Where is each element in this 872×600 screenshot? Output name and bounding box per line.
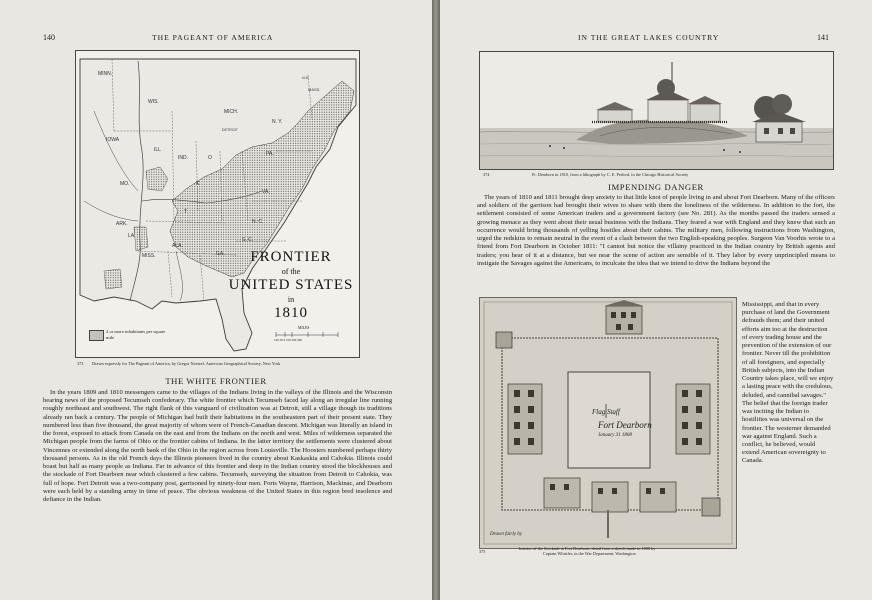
fort-lithograph	[479, 51, 834, 170]
map-label-ga: GA.	[216, 251, 225, 257]
map-title-line5: 1810	[274, 305, 308, 321]
map-label-ill: ILL	[154, 147, 161, 153]
map-label-va: VA.	[262, 189, 270, 195]
map-label-la: LA.	[128, 233, 136, 239]
fig2-caption-line1: Interior of the Stockade at Fort Dearborn, detail from a sketch made in 1808 by	[519, 546, 656, 551]
map-label-miss: MISS.	[142, 253, 156, 259]
frontier-map	[75, 50, 360, 358]
map-label-ind: IND.	[178, 155, 188, 161]
body-text	[43, 389, 392, 504]
map-label-nc: N. C.	[252, 219, 264, 225]
fig2-number: 375	[479, 549, 486, 554]
sketch-label-fort: Fort Dearborn	[598, 420, 652, 430]
map-title-line1: FRONTIER	[250, 249, 332, 265]
map-label-ny: N. Y.	[272, 119, 283, 125]
map-label-tenn: T	[184, 209, 188, 215]
sketch-label-date: January 31 1808	[598, 433, 632, 438]
map-label-ky: K	[196, 181, 200, 187]
fig1-caption: Ft. Dearborn in 1810, from a lithograph by C. E. Petford, in the Chicago Historical Society	[532, 172, 689, 177]
map-label-nh: N.H.	[302, 76, 310, 80]
stockade-sketch	[479, 297, 737, 549]
map-label-iowa: IOWA	[106, 137, 120, 143]
sketch-signature: Drawn fairly by	[490, 532, 522, 537]
map-label-wis: WIS.	[148, 99, 159, 105]
body-paragraph: In the years 1809 and 1810 messengers came to the villages of the Indians living in the valleys of the Illinois and the Wisconsin bearing news of the proposed Tecumseh confederacy. The white frontier which Tecumseh faced lay along an irregular line running roughly northeast and southwest. The right flank of this vanguard of civilization was at Detroit, still a village though its traditions already ran back a century. The people of Michigan had built their habitations in the southeastern part of their present state. They numbered less than five thousand, the great majority of whom were of French-Canadian descent. Michigan was literally an island in the forest, exposed to attack from Canada on the east and from the Indians on the north and west. Miles of wilderness separated the Michigan people from the farms of Ohio or the frontier cabins of Indiana. In the latter territory the settlements were clustered about Vincennes or extended along the north bank of the Ohio in the region across from Louisville. The Hoosiers numbered perhaps thirty thousand persons. As in the old French days the Illinois pioneers lived in the country about Kaskaskia and Cahokia. Illinois could boast but half as many people as Indiana. Far in advance of this frontier and deep in the Indian country stood the blockhouses and the stockade of Fort Dearborn near which clustered a few cabins. Tecumseh, surveying the situation from Detroit to Cahokia, was full of hope. Fort Detroit was a two-company post, garrisoned by ninety-four men. Forts Wayne, Harrison, Mackinac, and Dearborn were each held by a standing army in time of peace. The obvious weakness of the United States in this region bred insolence and defiance in the Indian.	[43, 389, 392, 504]
fig2-caption-line2: Captain Whistler, in the War Department, Washington	[543, 551, 636, 556]
legend-text: 2 or more inhabitants per square mile	[106, 329, 166, 340]
map-label-detroit: DETROIT	[222, 128, 238, 132]
page-number: 141	[817, 33, 829, 42]
map-label-oh: O	[208, 155, 212, 161]
map-label-mo: MO.	[120, 181, 130, 187]
map-title	[226, 249, 356, 322]
map-title-line2: of the	[281, 267, 301, 276]
section-heading: IMPENDING DANGER	[608, 182, 704, 192]
body-paragraph-top: The years of 1810 and 1811 brought deep anxiety to that little knot of people living in and about Fort Dearborn. Many of the officers and soldiers of the garrison had brought their wives to share with them the loneliness of the wilderness. In addition to the fort, the settlement consisted of some American traders and a government factory (see No. 281). As the months passed the traders sensed a growing menace as they went about their usual business with the Indians. They feared a war with England and they knew that such an occurrence would bring thousands of yelling hostiles about their cabins. The military men, following instructions from Washington, urged the redskins to remain neutral in the event of a clash between the two English-speaking peoples. Surgeon Van Voorhis wrote to a friend from Fort Dearborn in October 1811: "I cannot but notice the villainy practiced in the Indian country by British agents and traders; you hear of it at a distance, but we near the scene of action are sensible of it. They labor by every unprincipled means to instigate the Savages against the Americans, to inculcate the idea that we intend to drive the Indians beyond the	[477, 194, 835, 267]
map-title-line3: UNITED STATES	[228, 277, 354, 293]
map-title-line4: in	[287, 295, 295, 304]
body-text-side	[742, 301, 834, 466]
map-label-sc: S. C.	[242, 237, 254, 243]
page-number: 140	[43, 33, 55, 42]
lithograph-drawing	[480, 52, 833, 169]
sketch-label-flagstaff: Flag Staff	[592, 408, 620, 416]
right-page	[440, 0, 872, 600]
scale-values: 100 50 0 100 200 300	[274, 338, 302, 342]
map-label-ark: ARK.	[116, 221, 128, 227]
body-paragraph-side: Mississippi, and that in every purchase of land the Government defrauds them; and their united efforts aim too at the destruction of every trading house and the prevention of the extension of our frontier. Never till the prohibition of all foreigners, and especially British subjects, into the Indian Country takes place, will we enjoy a lasting peace with the credulous, deluded, and cannibal savages." The belief that the foreign trader was inciting the Indian to hostilities was universal on the frontier. The westerner demanded war against England. Such a conflict, he believed, would extend American sovereignty to Canada.	[742, 301, 834, 465]
map-caption: Drawn expressly for The Pageant of America, by Gregor Noetzel, American Geographical Society, New York	[92, 361, 281, 366]
map-label-mich: MICH.	[224, 109, 239, 115]
map-fig-number: 373	[77, 361, 84, 366]
legend-swatch	[89, 330, 104, 341]
map-label-minn: MINN.	[98, 71, 113, 77]
running-head: IN THE GREAT LAKES COUNTRY	[578, 33, 720, 42]
left-page	[0, 0, 432, 600]
running-head: THE PAGEANT OF AMERICA	[152, 33, 274, 42]
map-label-mass: MASS.	[308, 87, 321, 92]
scale-label: MILES	[298, 326, 310, 330]
section-heading: THE WHITE FRONTIER	[165, 376, 267, 386]
map-label-ala: ALA.	[172, 243, 183, 249]
body-text-top	[477, 194, 835, 268]
fig1-number: 374	[483, 172, 490, 177]
map-label-pa: PA.	[266, 151, 274, 157]
book-gutter	[432, 0, 440, 600]
